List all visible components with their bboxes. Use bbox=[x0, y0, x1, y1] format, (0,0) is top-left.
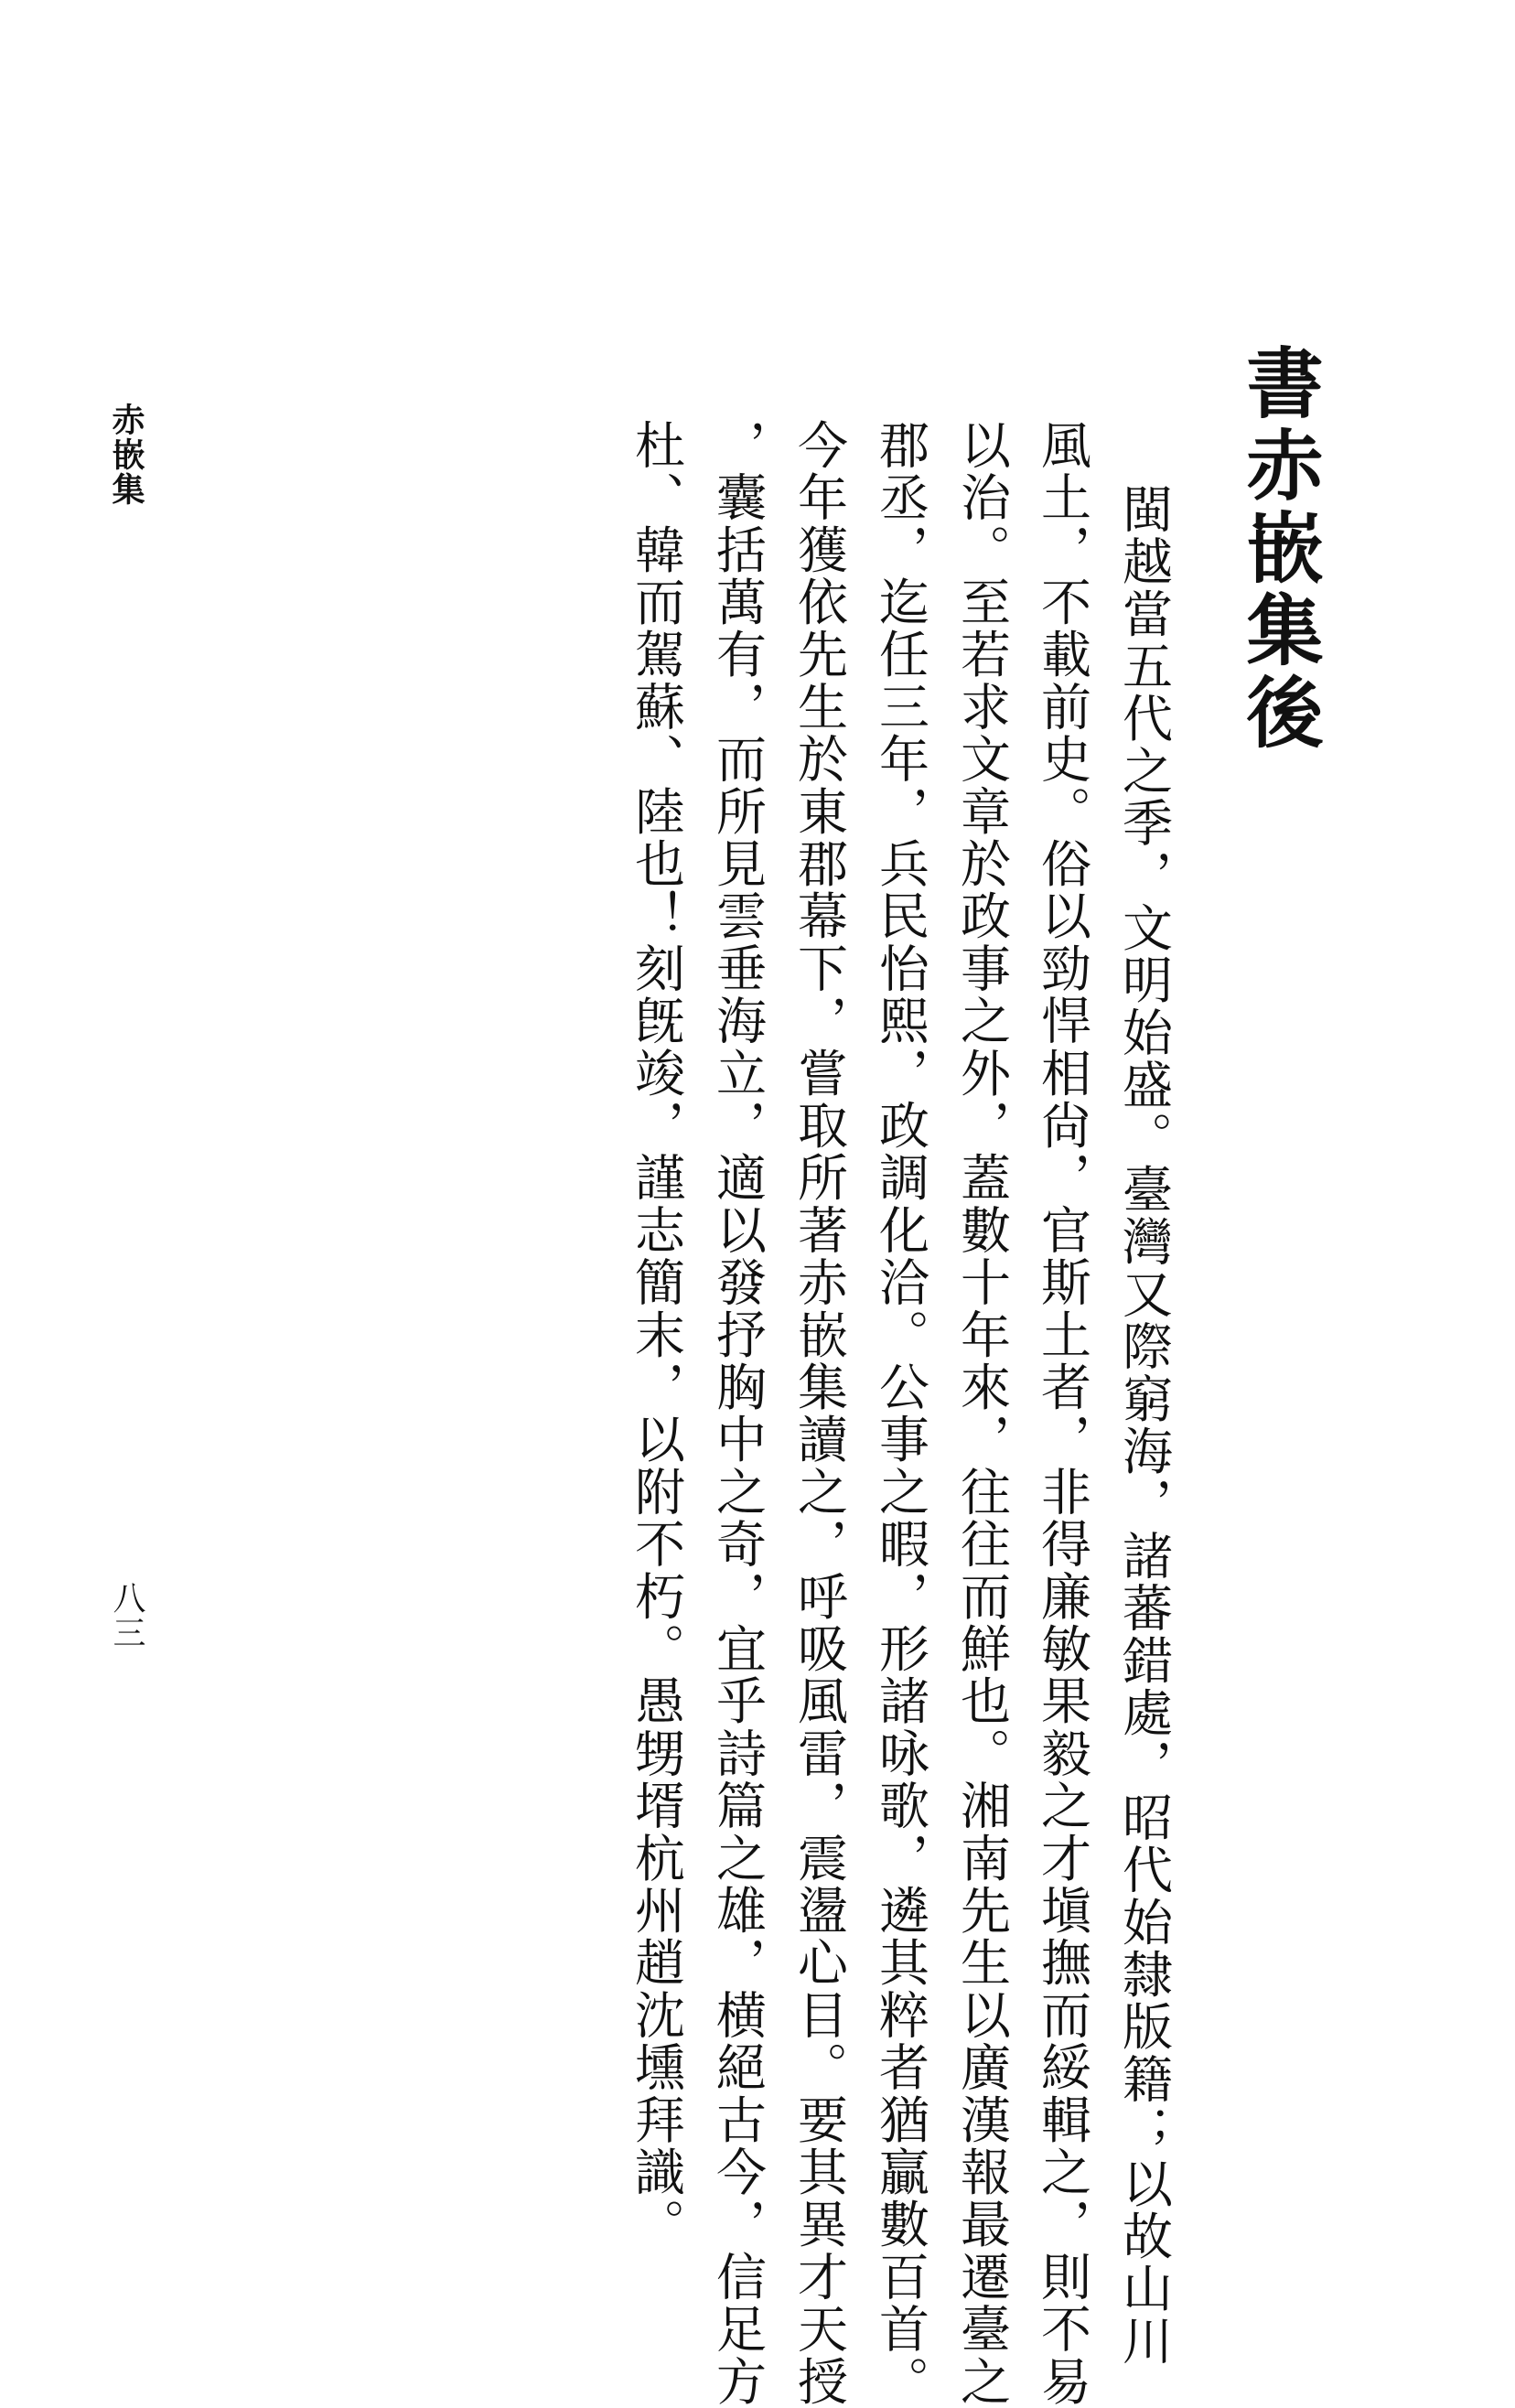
text-column-4: 郡丞，迄任三年，兵民怡熙，政調化洽。公事之暇，形諸咏歌，遴其粹者猶贏數百首。 bbox=[871, 419, 929, 2408]
page-title: 書赤嵌集後 bbox=[1234, 343, 1325, 755]
text-column-7: 杜、韓而駕蘇、陸也！刻旣竣，謹志簡末，以附不朽。愚甥壻杭州趙沈壎拜識。 bbox=[627, 419, 685, 2251]
running-head: 赤嵌集 bbox=[107, 403, 145, 507]
page-number: 八三 bbox=[108, 1581, 145, 1650]
text-column-3: 以治。至若求文章於政事之外，蓋數十年來，往往而鮮也。湘南先生以廣漢報最遷臺之 bbox=[952, 419, 1011, 2408]
text-column-2: 風土，不載前史。俗以勁悍相尙，官斯土者，非得廉敏果毅之才塡撫而綏輯之，則不易 bbox=[1033, 419, 1091, 2408]
text-column-6: ，囊括萬有，而所見雲垂海立，適以發抒胸中之奇，宜乎詩篇之雄，横絕古今，信足方 bbox=[708, 419, 767, 2408]
text-column-1: 閩越當五代之季，文明始盛。臺灣又際窮海，諸蕃錯處，昭代始隸版籍；以故山川 bbox=[1114, 483, 1173, 2368]
text-column-5: 今年獲依先生於東郡幕下，嘗取所著赤嵌集讀之，呼吸風雷，震盪心目。要其異才天授 bbox=[790, 419, 848, 2408]
